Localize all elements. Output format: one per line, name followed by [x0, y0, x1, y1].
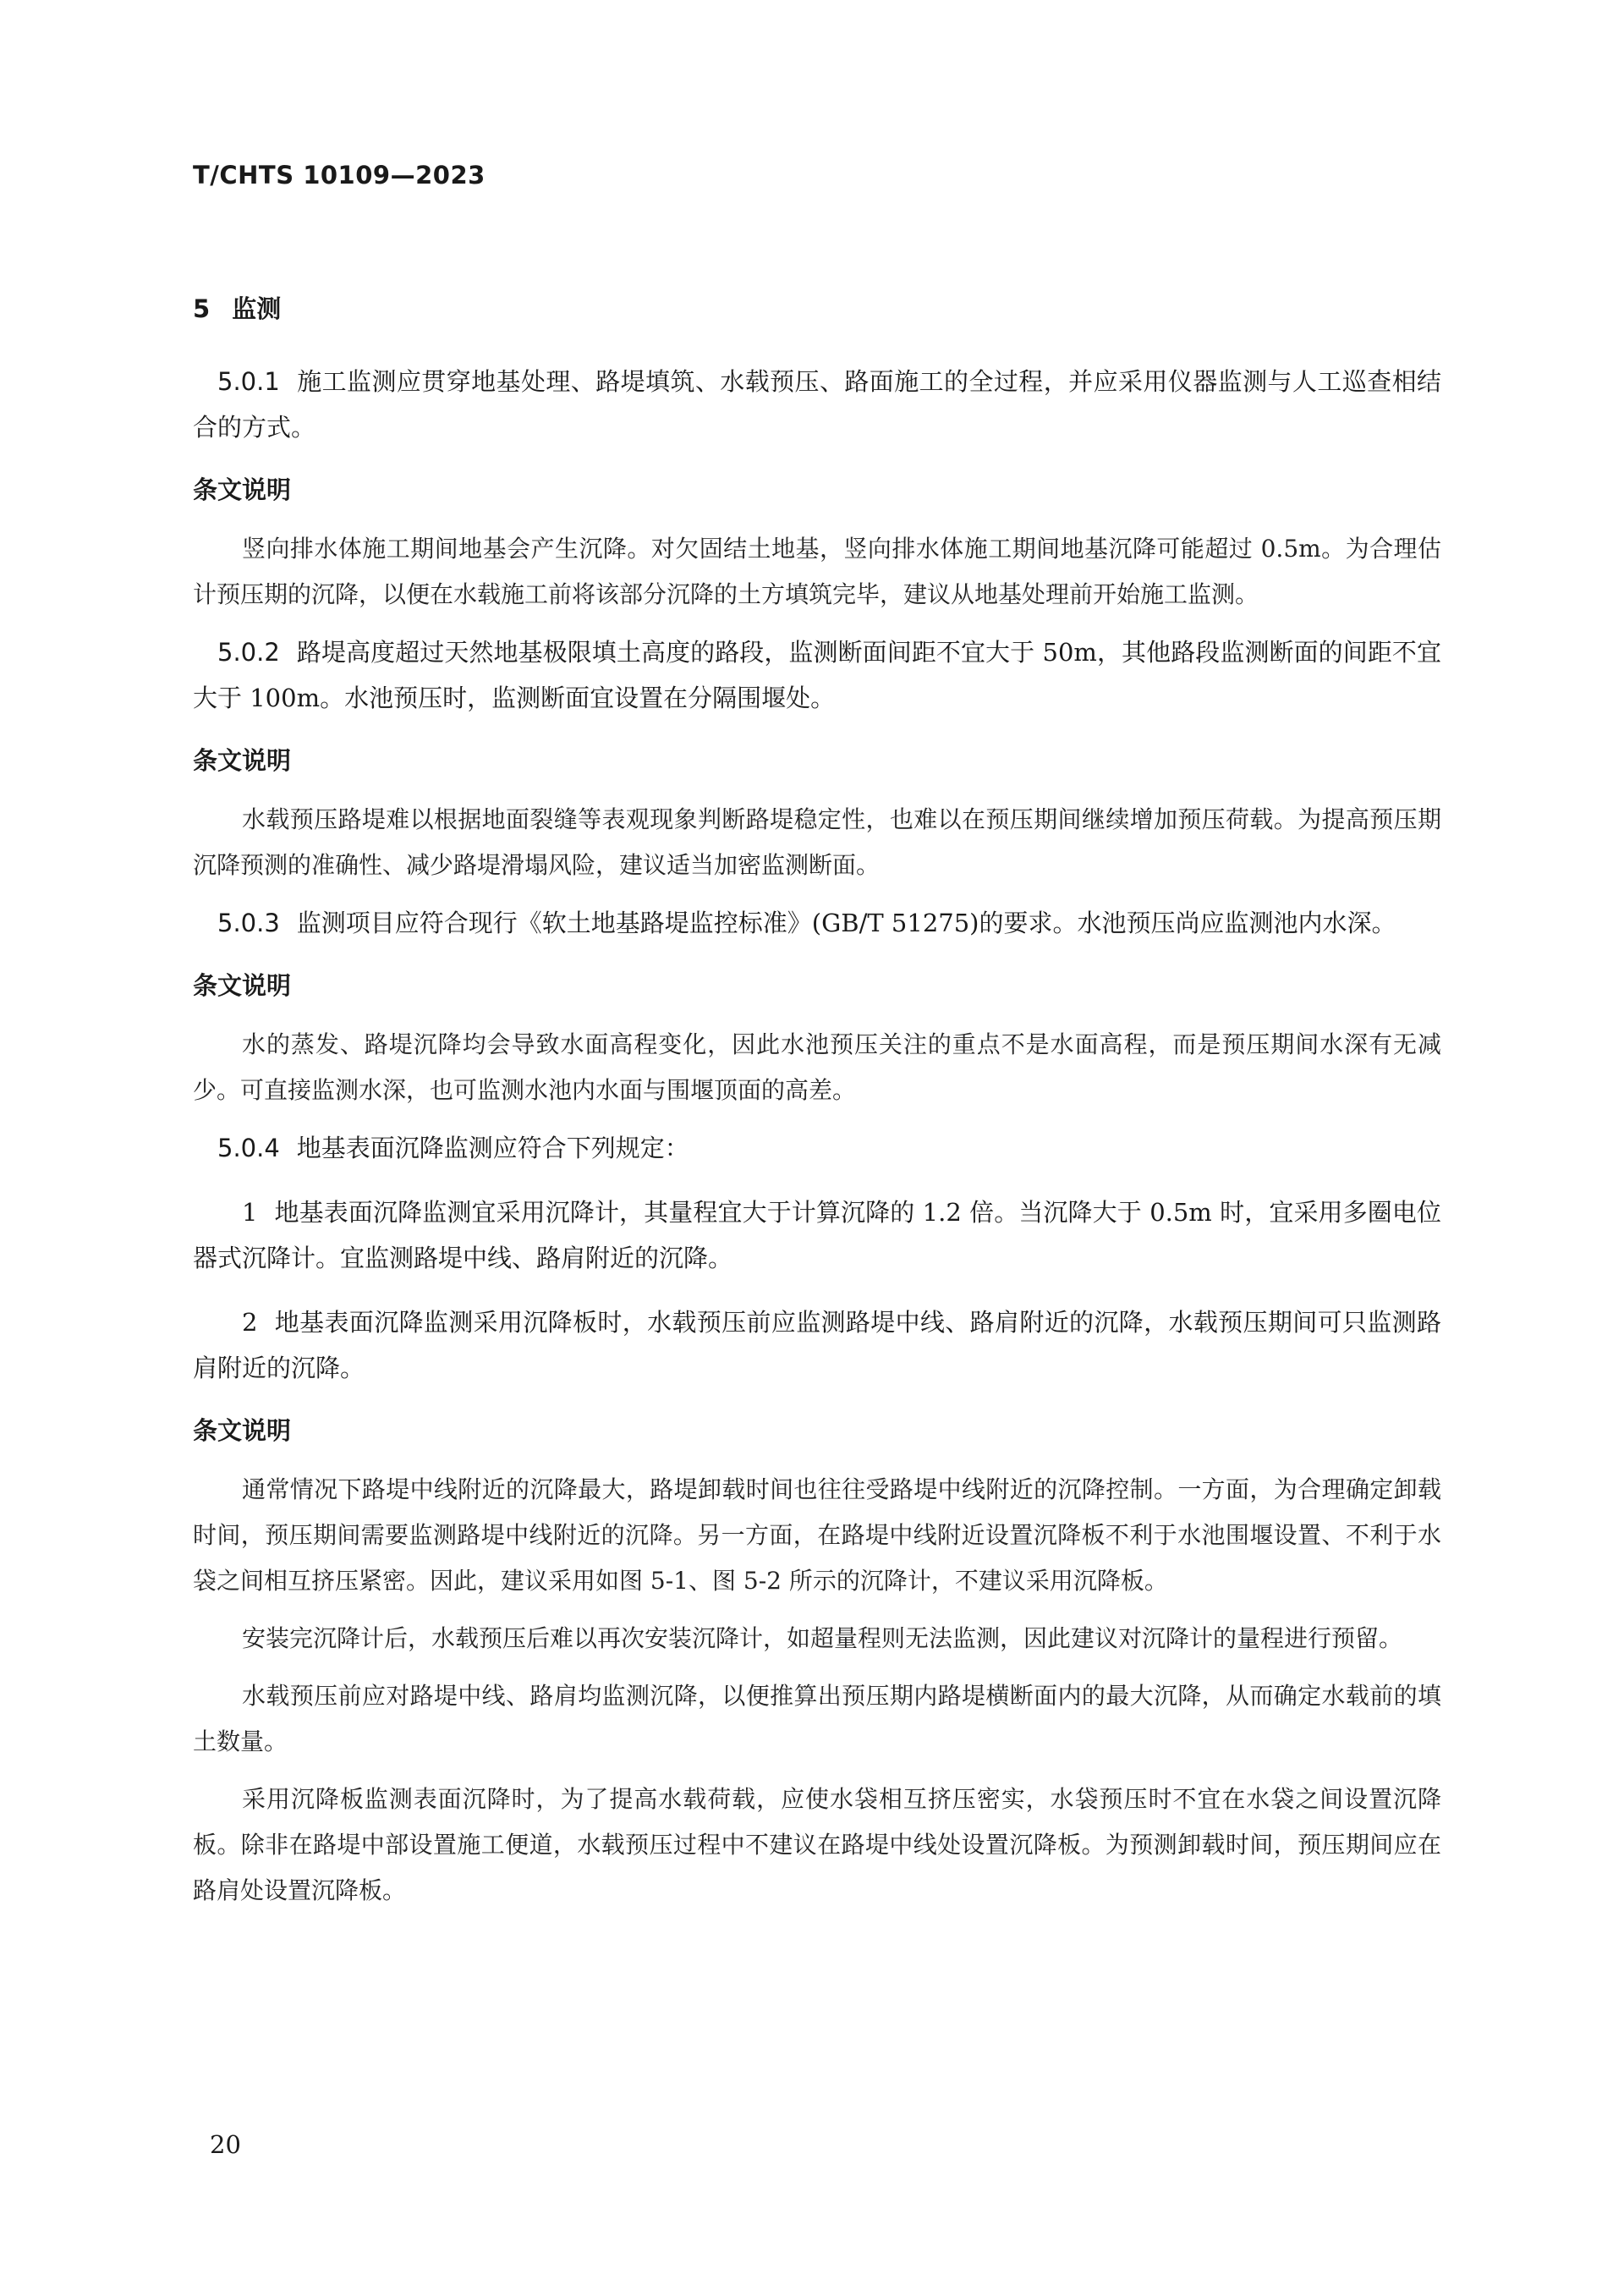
item-text: 地基表面沉降监测宜采用沉降计，其量程宜大于计算沉降的 1.2 倍。当沉降大于 0.5m 时，宜采用多圈电位器式沉降计。宜监测路堤中线、路肩附近的沉降。 — [193, 1198, 1441, 1272]
explanation-block — [193, 739, 1441, 888]
explanation-heading: 条文说明 — [193, 1416, 292, 1445]
explanation-heading: 条文说明 — [193, 475, 292, 504]
standard-code-header: T/CHTS 10109—2023 — [193, 161, 486, 190]
item-text: 地基表面沉降监测采用沉降板时，水载预压前应监测路堤中线、路肩附近的沉降，水载预压期间可只监测路肩附近的沉降。 — [193, 1308, 1441, 1382]
clause-text: 施工监测应贯穿地基处理、路堤填筑、水载预压、路面施工的全过程，并应采用仪器监测与人工巡查相结合的方式。 — [193, 367, 1441, 442]
explanation-paragraph: 竖向排水体施工期间地基会产生沉降。对欠固结土地基，竖向排水体施工期间地基沉降可能超过 0.5m。为合理估计预压期的沉降，以便在水载施工前将该部分沉降的土方填筑完毕，建议从地基处理前开始施工监测。 — [193, 535, 1441, 608]
item-number: 1 — [242, 1198, 258, 1227]
clause-text: 监测项目应符合现行《软土地基路堤监控标准》(GB/T 51275)的要求。水池预压尚应监测池内水深。 — [296, 909, 1396, 937]
explanation-heading: 条文说明 — [193, 746, 292, 775]
section-number: 5 — [193, 294, 211, 323]
section-title — [193, 288, 1441, 330]
explanation-heading: 条文说明 — [193, 971, 292, 1000]
clause-number: 5.0.3 — [217, 909, 280, 937]
explanation-paragraph: 采用沉降板监测表面沉降时，为了提高水载荷载，应使水袋相互挤压密实，水袋预压时不宜在水袋之间设置沉降板。除非在路堤中部设置施工便道，水载预压过程中不建议在路堤中线处设置沉降板。为预测卸载时间，预压期间应在路肩处设置沉降板。 — [193, 1785, 1441, 1904]
clause-item-1 — [193, 1189, 1441, 1281]
explanation-block — [193, 1409, 1441, 1914]
clause-5-0-1 — [193, 359, 1441, 450]
page-number: 20 — [210, 2130, 241, 2159]
explanation-paragraph: 水的蒸发、路堤沉降均会导致水面高程变化，因此水池预压关注的重点不是水面高程，而是预压期间水深有无减少。可直接监测水深，也可监测水池内水面与围堰顶面的高差。 — [193, 1030, 1441, 1104]
clause-item-2 — [193, 1299, 1441, 1391]
clause-number: 5.0.4 — [217, 1134, 280, 1162]
explanation-paragraph: 安装完沉降计后，水载预压后难以再次安装沉降计，如超量程则无法监测，因此建议对沉降计的量程进行预留。 — [242, 1624, 1403, 1652]
clause-5-0-4 — [193, 1125, 1441, 1171]
item-number: 2 — [242, 1308, 258, 1337]
clause-number: 5.0.1 — [217, 367, 280, 396]
clause-5-0-2 — [193, 629, 1441, 721]
explanation-paragraph: 水载预压前应对路堤中线、路肩均监测沉降，以便推算出预压期内路堤横断面内的最大沉降，从而确定水载前的填土数量。 — [193, 1682, 1441, 1755]
explanation-paragraph: 通常情况下路堤中线附近的沉降最大，路堤卸载时间也往往受路堤中线附近的沉降控制。一方面，为合理确定卸载时间，预压期间需要监测路堤中线附近的沉降。另一方面，在路堤中线附近设置沉降板不利于水池围堰设置、不利于水袋之间相互挤压紧密。因此，建议采用如图 5-1、图 5-2 所示的沉降计，不建议采用沉降板。 — [193, 1475, 1441, 1595]
explanation-block — [193, 964, 1441, 1113]
page-content — [193, 288, 1441, 1925]
clause-text: 路堤高度超过天然地基极限填土高度的路段，监测断面间距不宜大于 50m，其他路段监测断面的间距不宜大于 100m。水池预压时，监测断面宜设置在分隔围堰处。 — [193, 638, 1441, 712]
clause-5-0-3 — [193, 900, 1441, 946]
clause-number: 5.0.2 — [217, 638, 280, 667]
explanation-block — [193, 469, 1441, 618]
explanation-paragraph: 水载预压路堤难以根据地面裂缝等表观现象判断路堤稳定性，也难以在预压期间继续增加预压荷载。为提高预压期沉降预测的准确性、减少路堤滑塌风险，建议适当加密监测断面。 — [193, 805, 1441, 879]
clause-text: 地基表面沉降监测应符合下列规定： — [296, 1134, 689, 1162]
section-title-text: 监测 — [232, 294, 282, 323]
